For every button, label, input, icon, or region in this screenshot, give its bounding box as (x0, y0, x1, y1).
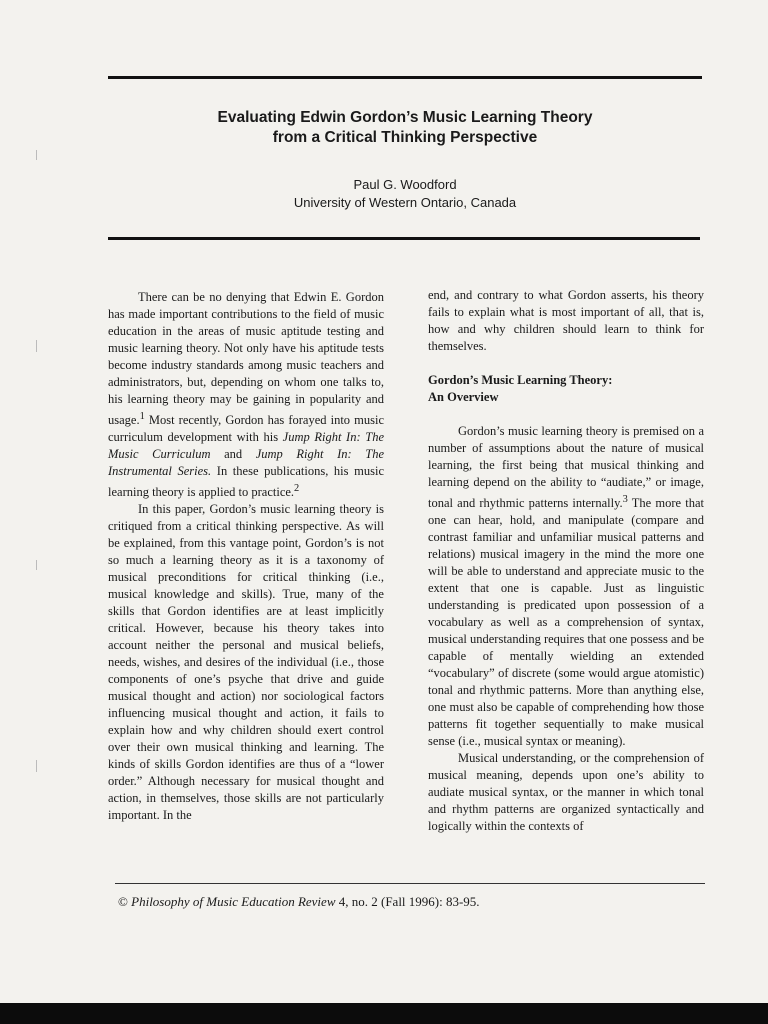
paragraph-text: There can be no denying that Edwin E. Gordon has made important contributions to the field of music education in the areas of music aptitude testing and music learning theory. Not only have his aptitude tests become industry standards among music teachers and administrators, but, depending on whom one talks to, his learning theory may be gaining in popularity and usage. (108, 290, 384, 428)
paragraph-text: The more that one can hear, hold, and manipulate (compare and contrast familiar and unfamiliar musical patterns and relations) musical imagery in the mind the more one will be able to understand and appreciate music to the extent that one is capable. Just as linguistic understanding is predicated upon possession of a vocabulary as well as a comprehension of syntax, musical understanding requires that one possess and be capable of mentally wielding an extended “vocabulary” of discrete (some would argue atomistic) tonal and rhythmic patterns. More than anything else, one must also be capable of comprehending how those patterns fit together sequentially to make musical sense (i.e., musical syntax or meaning). (428, 496, 704, 749)
author-name: Paul G. Woodford (353, 177, 457, 192)
top-rule (108, 76, 702, 79)
book-title: Jump Right In: The Instrumental Series. (108, 447, 384, 479)
footnote-marker: 3 (622, 494, 628, 505)
title-line-2: from a Critical Thinking Perspective (272, 129, 538, 146)
scan-mark (36, 760, 37, 772)
paragraph-overview (428, 423, 704, 750)
paragraph-text: Gordon’s music learning theory is premised on a number of assumptions about the nature of musical learning, the first being that musical thinking and learning depend on the ability to “audiate,” or image, tonal and rhythmic patterns internally. (428, 424, 704, 511)
footnote-marker: 2 (294, 483, 300, 495)
header-divider (108, 237, 700, 240)
book-title: Jump Right In: The Music Curriculum (108, 430, 384, 462)
left-column (108, 289, 384, 824)
footnote-marker: 1 (139, 411, 145, 422)
scan-mark (36, 340, 37, 352)
paragraph-understanding: Musical understanding, or the comprehension of musical meaning, depends upon one’s ability to audiate musical syntax, or the manner in which tonal and rhythm patterns are organized syntactically and logically within the contexts of (428, 751, 704, 834)
paragraph-text: In these publications, his music learning theory is applied to practice. (108, 464, 384, 500)
scan-mark (36, 150, 37, 160)
right-column (428, 287, 704, 835)
citation-details: 4, no. 2 (Fall 1996): 83-95. (335, 894, 480, 909)
citation-footnote (118, 893, 698, 911)
title-line-1: Evaluating Edwin Gordon’s Music Learning Theory (217, 109, 593, 126)
paragraph-text: Most recently, Gordon has forayed into music curriculum development with his (108, 413, 384, 445)
paragraph-text: and (210, 447, 256, 462)
scan-mark (36, 560, 37, 570)
scan-edge-bar (0, 1003, 768, 1024)
section-heading-line: An Overview (428, 390, 499, 404)
paragraph-continued: end, and contrary to what Gordon asserts, his theory fails to explain what is most important of all, that is, how and why children should learn to think for themselves. (428, 288, 704, 353)
footnote-rule (115, 883, 705, 884)
article-title (100, 108, 710, 148)
paragraph-thesis: In this paper, Gordon’s music learning theory is critiqued from a critical thinking perspective. As will be explained, from this vantage point, Gordon’s is not so much a learning theory as it is a taxonomy of musical preconditions for critical thinking (i.e., musical knowledge and skills). True, many of the skills that Gordon identifies are at least implicitly critical. However, because his theory takes into account neither the personal and musical beliefs, needs, wishes, and desires of the individual (i.e., those components of one’s psyche that drive and guide musical thought and action) nor sociological factors influencing musical thought and action, it fails to explain how and why children should exert control over their own musical thinking and learning. The kinds of skills Gordon identifies are thus of a “lower order.” Although necessary for musical thought and action, in themselves, those skills are not particularly important. In the (108, 502, 384, 823)
section-heading (428, 372, 704, 406)
copyright-symbol: © (118, 894, 128, 909)
journal-name: Philosophy of Music Education Review (131, 894, 336, 909)
author-affiliation: University of Western Ontario, Canada (293, 195, 517, 210)
section-heading-line: Gordon’s Music Learning Theory: (428, 373, 613, 387)
author-block (100, 176, 710, 212)
paragraph-intro (108, 289, 384, 501)
